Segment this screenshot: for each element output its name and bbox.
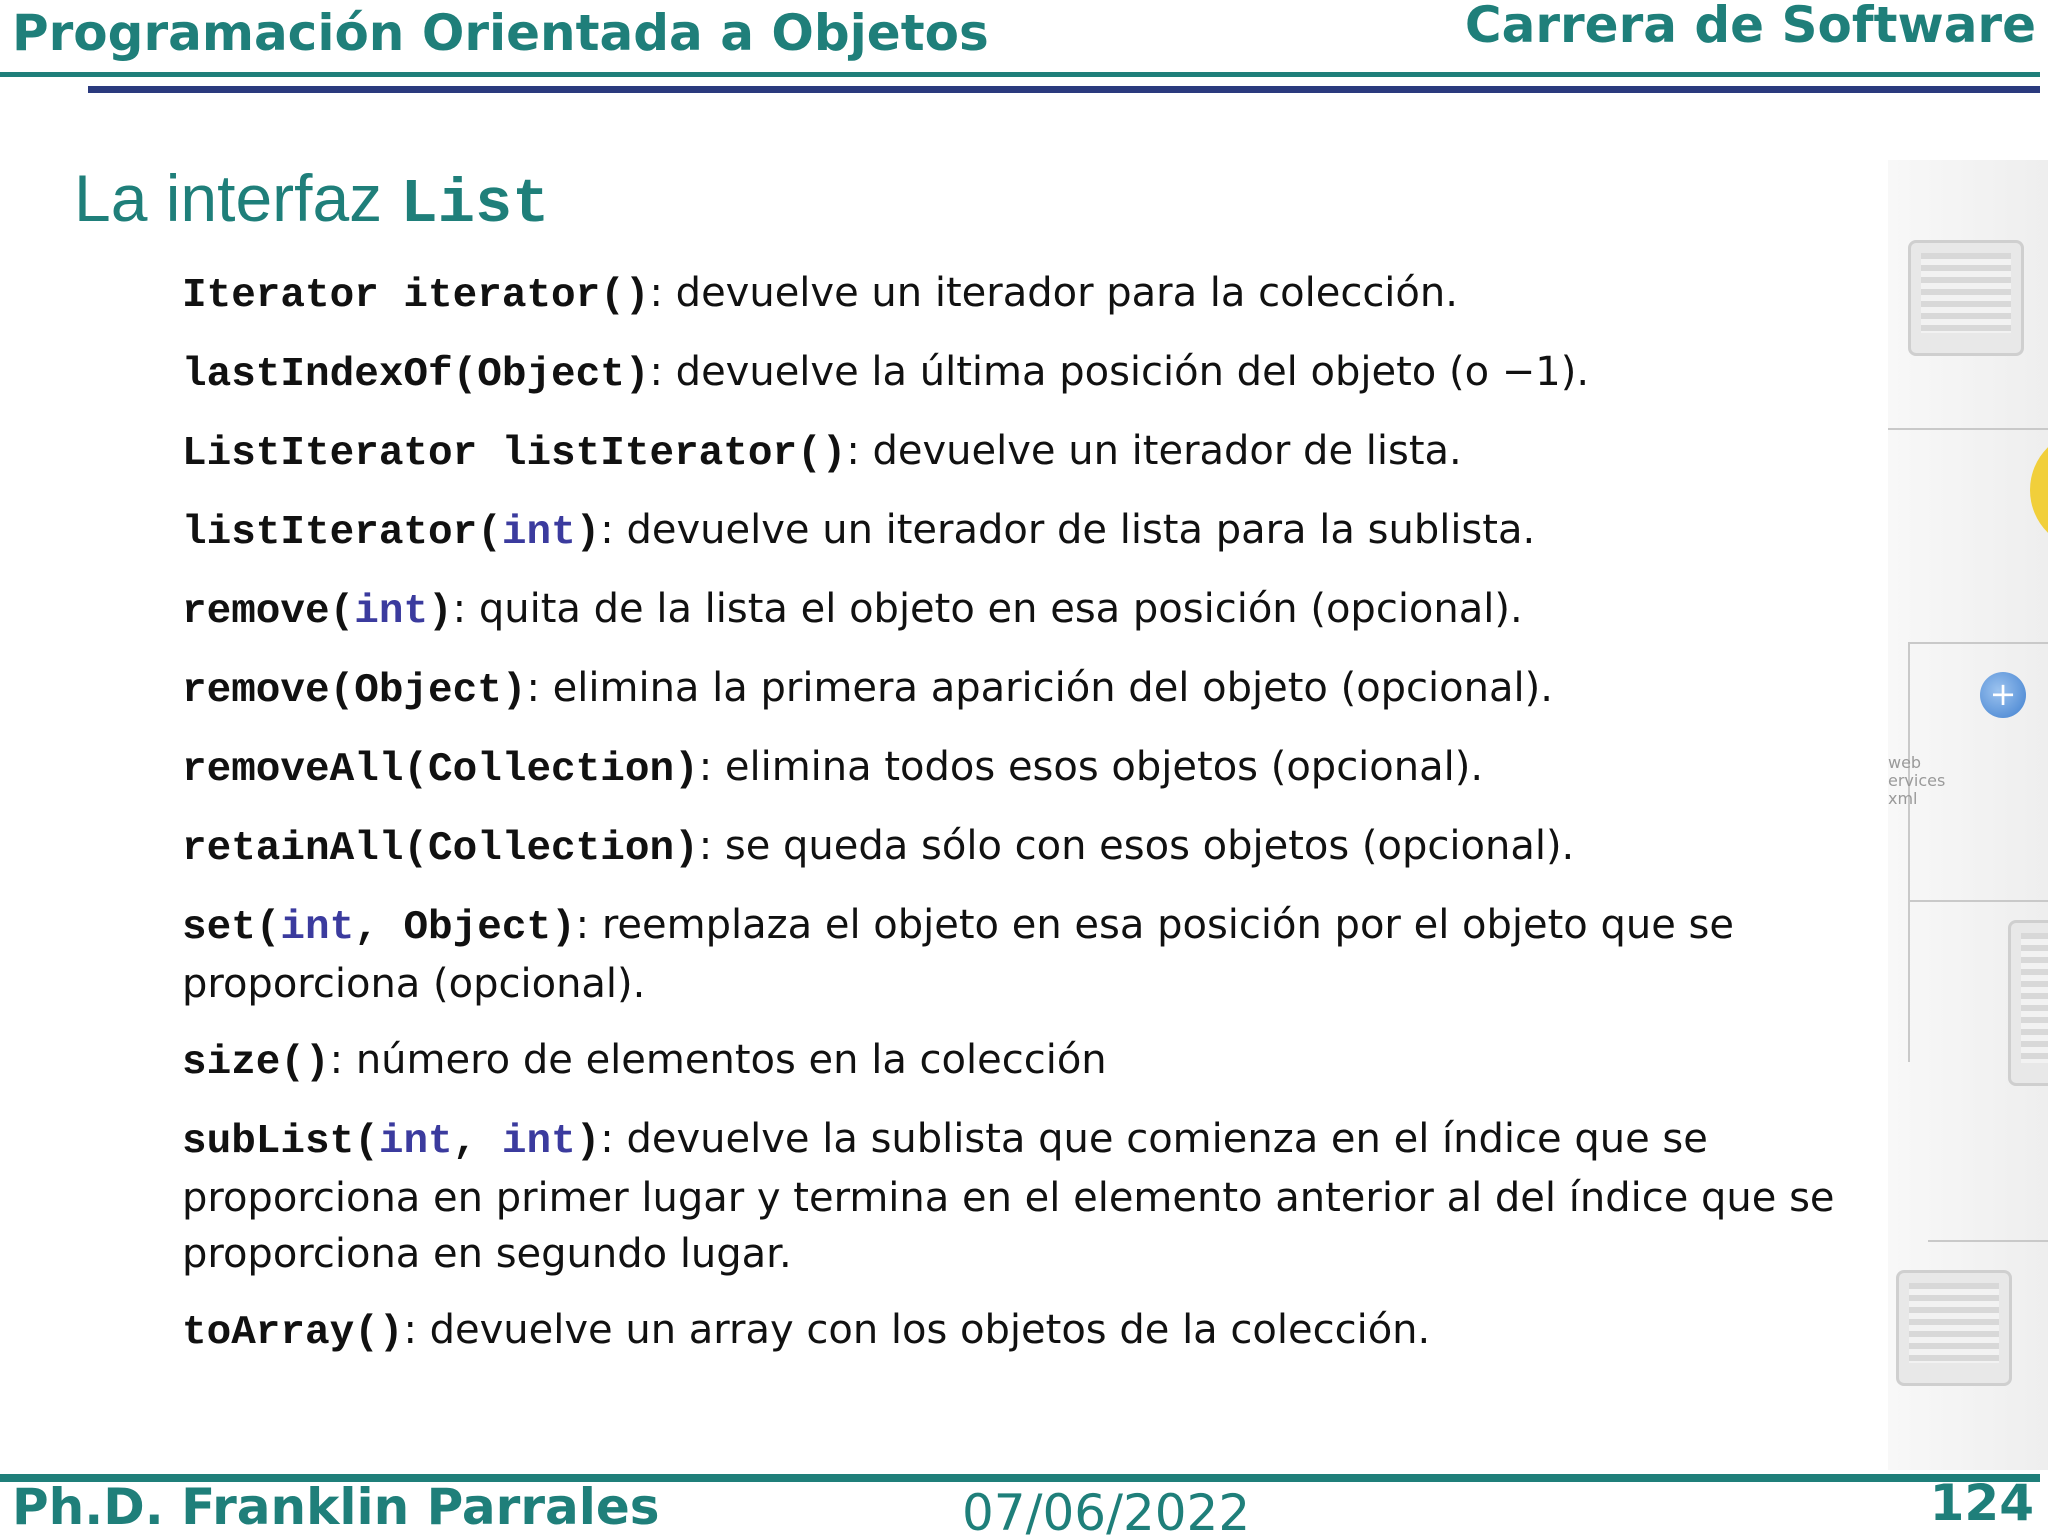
method-signature: ListIterator listIterator() <box>182 431 847 477</box>
plus-circle-icon: + <box>1980 672 2026 718</box>
slide-title <box>74 160 549 240</box>
method-item-set <box>182 897 1862 1012</box>
method-description: : quita de la lista el objeto en esa posición (opcional). <box>452 586 1523 632</box>
method-item-toarray <box>182 1302 1862 1361</box>
course-title: Programación Orientada a Objetos <box>12 4 989 62</box>
method-item-iterator <box>182 265 1862 324</box>
method-signature: remove(Object) <box>182 668 527 714</box>
method-signature: retainAll(Collection) <box>182 826 699 872</box>
monitor-icon <box>1908 240 2024 356</box>
method-item-listiterator <box>182 423 1862 482</box>
method-signature: toArray() <box>182 1310 404 1356</box>
method-item-remove-int <box>182 581 1862 640</box>
author-name: Ph.D. Franklin Parrales <box>12 1478 660 1536</box>
method-item-listiterator-int <box>182 502 1862 561</box>
method-item-lastindexof <box>182 344 1862 403</box>
method-signature: remove( <box>182 589 355 635</box>
method-item-retainall <box>182 818 1862 877</box>
method-signature-end: ) <box>575 1119 601 1165</box>
method-description: : reemplaza el objeto en esa posición por el objeto que se proporciona (opcional). <box>182 902 1734 1007</box>
method-keyword: int <box>501 1119 576 1165</box>
program-title: Carrera de Software <box>1464 0 2036 54</box>
method-signature: removeAll(Collection) <box>182 747 699 793</box>
method-signature: subList( <box>182 1119 379 1165</box>
method-signature: listIterator( <box>182 510 502 556</box>
page-number: 124 <box>1929 1474 2034 1532</box>
method-signature: size() <box>182 1040 330 1086</box>
method-description: : devuelve la sublista que comienza en el índice que se proporciona en primer lugar y termina en el elemento anterior al del índice que se proporciona en segundo lugar. <box>182 1116 1835 1277</box>
method-list <box>182 265 1862 1381</box>
method-item-sublist <box>182 1111 1862 1282</box>
method-description: : devuelve un iterador para la colección. <box>649 270 1458 316</box>
slide-title-text: La interfaz <box>74 161 401 235</box>
method-item-remove-object <box>182 660 1862 719</box>
header-rule-teal <box>0 72 2040 77</box>
web-services-label: web ervices xml <box>1888 753 1946 808</box>
method-keyword: int <box>378 1119 453 1165</box>
header-rule-navy <box>88 86 2040 93</box>
method-description: : devuelve un iterador de lista para la sublista. <box>600 507 1536 553</box>
method-description: : se queda sólo con esos objetos (opcional). <box>698 823 1575 869</box>
method-keyword: int <box>354 589 429 635</box>
slide-date: 07/06/2022 <box>962 1484 1251 1536</box>
method-description: : devuelve un array con los objetos de la colección. <box>403 1307 1431 1353</box>
method-keyword: int <box>280 905 355 951</box>
method-description: : devuelve la última posición del objeto (o −1). <box>649 349 1590 395</box>
method-signature-mid: , <box>452 1119 502 1165</box>
yellow-shape-icon <box>2030 430 2048 550</box>
method-item-size <box>182 1032 1862 1091</box>
slide-title-code: List <box>400 169 550 240</box>
method-item-removeall <box>182 739 1862 798</box>
server-icon <box>2008 920 2048 1086</box>
decorative-network-image <box>1888 160 2048 1470</box>
method-signature: set( <box>182 905 281 951</box>
monitor-icon <box>1896 1270 2012 1386</box>
method-keyword: int <box>501 510 576 556</box>
method-description: : elimina la primera aparición del objeto (opcional). <box>526 665 1553 711</box>
method-description: : elimina todos esos objetos (opcional). <box>698 744 1484 790</box>
method-signature-end: ) <box>575 510 601 556</box>
method-signature-end: , Object) <box>354 905 576 951</box>
method-description: : número de elementos en la colección <box>329 1037 1107 1083</box>
method-signature: lastIndexOf(Object) <box>182 352 650 398</box>
method-description: : devuelve un iterador de lista. <box>846 428 1462 474</box>
method-signature: Iterator iterator() <box>182 273 650 319</box>
method-signature-end: ) <box>428 589 453 635</box>
